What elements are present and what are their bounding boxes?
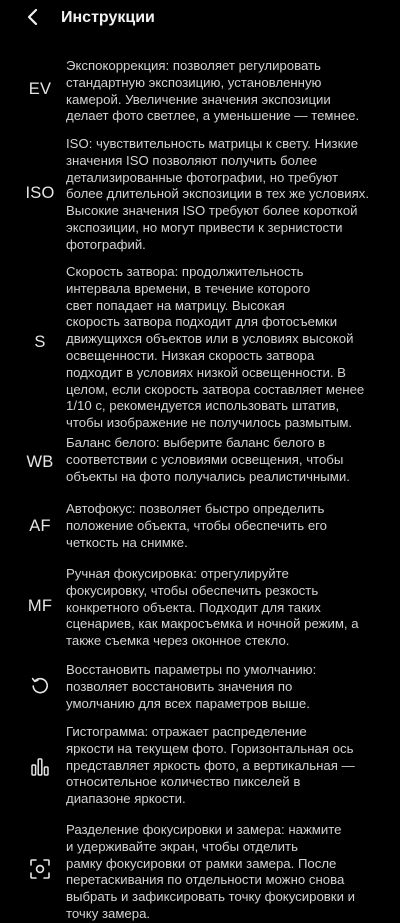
wb-description: Баланс белого: выберите баланс белого в соответствии с условиями освещения, чтобы объекты на фото получались реалистичными. [66, 435, 350, 484]
focus-metering-description: Разделение фокусировки и замера: нажмите и удерживайте экран, чтобы отделить рамку фокусировки от рамки замера. После перетаскивания по отдельности можно снова выбрать и зафиксировать точку фокусировки и точку замера. [66, 822, 355, 921]
wb-icon: WB [26, 452, 54, 471]
histogram-icon [19, 756, 61, 778]
back-button[interactable] [22, 8, 44, 30]
ev-description: Экспокоррекция: позволяет регулировать стандартную экспозицию, установленную камерой. Увеличение значения экспозиции делает фото светлее, а уменьшение — темнее. [66, 58, 360, 124]
iso-description: ISO: чувствительность матрицы к свету. Низкие значения ISO позволяют получить более детализированные фотографии, но требуют более длительной экспозиции в тех же условиях. Высокие значения ISO требуют более короткой экспозиции, но могут привести к зернистости фотографий. [66, 136, 369, 252]
af-description: Автофокус: позволяет быстро определить положение объекта, чтобы обеспечить его четкость на снимке. [66, 501, 328, 550]
reset-icon [19, 674, 61, 696]
iso-icon: ISO [25, 183, 55, 202]
shutter-icon: S [34, 332, 46, 351]
focus-metering-icon [19, 857, 61, 881]
shutter-description: Скорость затвора: продолжительность интервала времени, в течение которого свет попадает на матрицу. Высокая скорость затвора подходит для фотосъемки движущихся объектов или в условиях высокой освещенности. Низкая скорость затвора подходит в условиях низкой освещенности. В целом, если скорость затвора составляет менее 1/10 с, рекомендуется использовать штатив, чтобы изображение не получилось размытым. [66, 264, 365, 431]
ev-icon: EV [28, 79, 52, 98]
page-title: Инструкции [61, 9, 155, 26]
reset-description: Восстановить параметры по умолчанию: позволяет восстановить значения по умолчанию для всех параметров выше. [66, 662, 317, 711]
mf-description: Ручная фокусировка: отрегулируйте фокусировку, чтобы обеспечить резкость конкретного объекта. Подходит для таких сценариев, как макросъемка и ночной режим, а также съемка через оконное стекло. [66, 566, 359, 649]
chevron-left-icon [26, 8, 40, 31]
header-bar [0, 0, 400, 36]
af-icon: AF [29, 516, 51, 535]
histogram-description: Гистограмма: отражает распределение яркости на текущем фото. Горизонтальная ось представляет яркость фото, а вертикальная — относительное количество пикселей в диапазоне яркости. [66, 724, 355, 807]
mf-icon: MF [27, 596, 53, 615]
